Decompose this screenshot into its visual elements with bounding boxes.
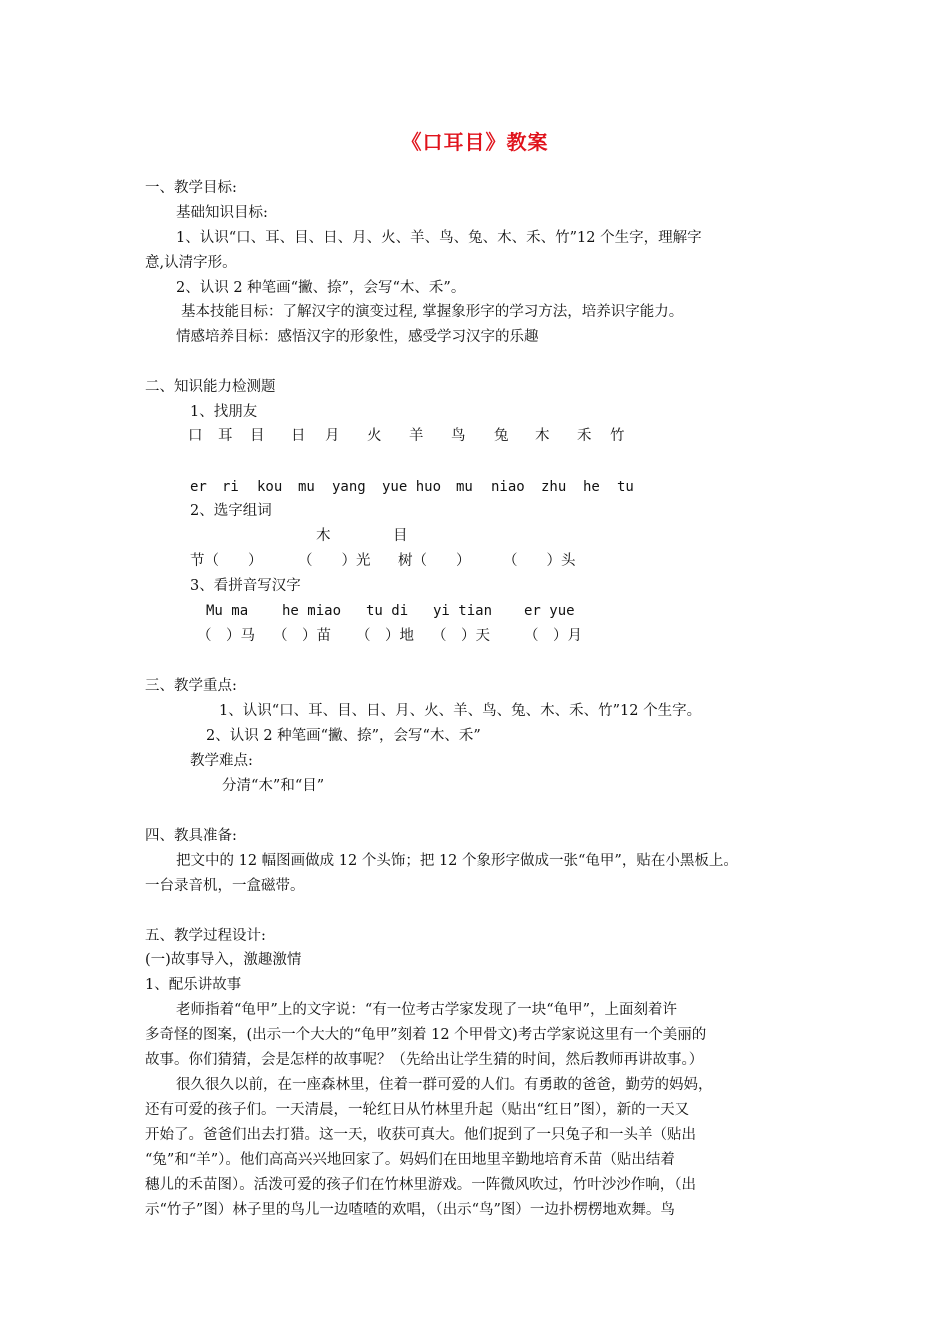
word-blanks-row	[0, 551, 950, 571]
materials-line-2: 一台录音机，一盒磁带。	[145, 878, 305, 894]
section-5-heading: 五、教学过程设计:	[145, 928, 266, 944]
pinyin-item: mu	[456, 479, 473, 495]
word-options-row	[0, 526, 950, 546]
section-2-heading: 二、知识能力检测题	[145, 379, 276, 395]
blank-item: （ ）地	[356, 628, 414, 644]
subsection-1-heading: (一)故事导入，激趣激情	[145, 952, 302, 968]
paragraph-2-line: “兔”和“羊”）。他们高高兴兴地回家了。妈妈们在田地里辛勤地培育禾苗（贴出结着	[145, 1152, 675, 1168]
basic-knowledge-heading: 基础知识目标:	[176, 205, 268, 221]
char-item: 耳	[218, 428, 233, 444]
blank-item: 树（ ）	[398, 553, 471, 569]
char-item: 口	[188, 428, 203, 444]
blank-item: （ ）苗	[273, 628, 331, 644]
pinyin-item: yi tian	[433, 603, 493, 619]
pinyin-item: Mu ma	[206, 603, 249, 619]
character-row	[0, 426, 950, 446]
char-item: 羊	[409, 428, 424, 444]
pinyin-item: tu	[617, 479, 634, 495]
pinyin-item: tu di	[366, 603, 409, 619]
pinyin-item: er yue	[524, 603, 575, 619]
section-1-heading: 一、教学目标:	[145, 180, 237, 196]
skill-goal: 基本技能目标：了解汉字的演变过程, 掌握象形字的学习方法，培养识字能力。	[181, 304, 684, 320]
paragraph-2-line: 还有可爱的孩子们。一天清晨，一轮红日从竹林里升起（贴出“红日”图），新的一天又	[145, 1102, 690, 1118]
section-4-heading: 四、教具准备:	[145, 828, 237, 844]
difficulty-heading: 教学难点:	[190, 753, 253, 769]
char-item: 兔	[494, 428, 509, 444]
pinyin-item: yang	[332, 479, 366, 495]
char-item: 日	[291, 428, 306, 444]
pinyin-item: niao	[491, 479, 525, 495]
page-title: 《口耳目》教案	[401, 130, 549, 154]
focus-item-2: 2、认识 2 种笔画“撇、捺”，会写“木、禾”	[206, 728, 481, 744]
goal-item-1-line-1: 1、认识“口、耳、目、日、月、火、羊、鸟、兔、木、禾、竹”12 个生字，理解字	[176, 230, 702, 246]
pinyin-item: er	[190, 479, 207, 495]
section-3-heading: 三、教学重点:	[145, 678, 237, 694]
char-item: 木	[535, 428, 550, 444]
pinyin-item: he	[583, 479, 600, 495]
option-item: 目	[393, 528, 408, 544]
blank-item: （ ）马	[197, 628, 255, 644]
pinyin-item: kou	[257, 479, 283, 495]
blank-item: （ ）月	[524, 628, 582, 644]
emotion-goal: 情感培养目标：感悟汉字的形象性，感受学习汉字的乐趣	[176, 329, 539, 345]
pinyin-item: he miao	[282, 603, 342, 619]
paragraph-2-line: 开始了。爸爸们出去打猎。这一天，收获可真大。他们捉到了一只兔子和一头羊（贴出	[145, 1127, 696, 1143]
blank-item: （ ）光	[298, 553, 371, 569]
pinyin-item: zhu	[541, 479, 567, 495]
paragraph-1-line: 多奇怪的图案，(出示一个大大的“龟甲”刻着 12 个甲骨文)考古学家说这里有一个美丽的	[145, 1027, 707, 1043]
char-item: 鸟	[451, 428, 466, 444]
materials-line-1: 把文中的 12 幅图画做成 12 个头饰；把 12 个象形字做成一张“龟甲”，贴在小黑板上。	[176, 853, 738, 869]
blank-item: 节（ ）	[190, 553, 263, 569]
goal-item-2: 2、认识 2 种笔画“撇、捺”，会写“木、禾”。	[176, 280, 466, 296]
paragraph-2-line: 穗儿的禾苗图）。活泼可爱的孩子们在竹林里游戏。一阵微风吹过，竹叶沙沙作响，（出	[145, 1177, 696, 1193]
write-pinyin-row	[0, 601, 950, 621]
pinyin-row	[0, 477, 950, 497]
question-3-heading: 3、看拼音写汉字	[190, 578, 301, 594]
question-2-heading: 2、选字组词	[190, 503, 272, 519]
pinyin-item: mu	[298, 479, 315, 495]
char-item: 禾	[577, 428, 592, 444]
char-item: 竹	[610, 428, 625, 444]
focus-item-1: 1、认识“口、耳、目、日、月、火、羊、鸟、兔、木、禾、竹”12 个生字。	[219, 703, 702, 719]
char-item: 月	[325, 428, 340, 444]
step-1-heading: 1、配乐讲故事	[145, 977, 242, 993]
paragraph-2-line: 示“竹子”图）林子里的鸟儿一边喳喳的欢唱，（出示“鸟”图）一边扑楞楞地欢舞。鸟	[145, 1202, 675, 1218]
blank-item: （ ）天	[432, 628, 490, 644]
char-item: 目	[250, 428, 265, 444]
goal-item-1-line-2: 意,认清字形。	[145, 255, 237, 271]
write-blanks-row	[0, 626, 950, 646]
question-1-heading: 1、找朋友	[190, 404, 258, 420]
paragraph-2-line: 很久很久以前，在一座森林里，住着一群可爱的人们。有勇敢的爸爸，勤劳的妈妈，	[176, 1077, 713, 1093]
difficulty-text: 分清“木”和“目”	[222, 778, 325, 794]
paragraph-1-line: 老师指着“龟甲”上的文字说：“有一位考古学家发现了一块“龟甲”，上面刻着许	[176, 1002, 678, 1018]
char-item: 火	[367, 428, 382, 444]
blank-item: （ ）头	[503, 553, 576, 569]
paragraph-1-line: 故事。你们猜猜，会是怎样的故事呢？（先给出让学生猜的时间，然后教师再讲故事。）	[145, 1052, 704, 1068]
option-item: 木	[316, 528, 331, 544]
pinyin-item: ri	[222, 479, 239, 495]
pinyin-item: yue huo	[382, 479, 442, 495]
